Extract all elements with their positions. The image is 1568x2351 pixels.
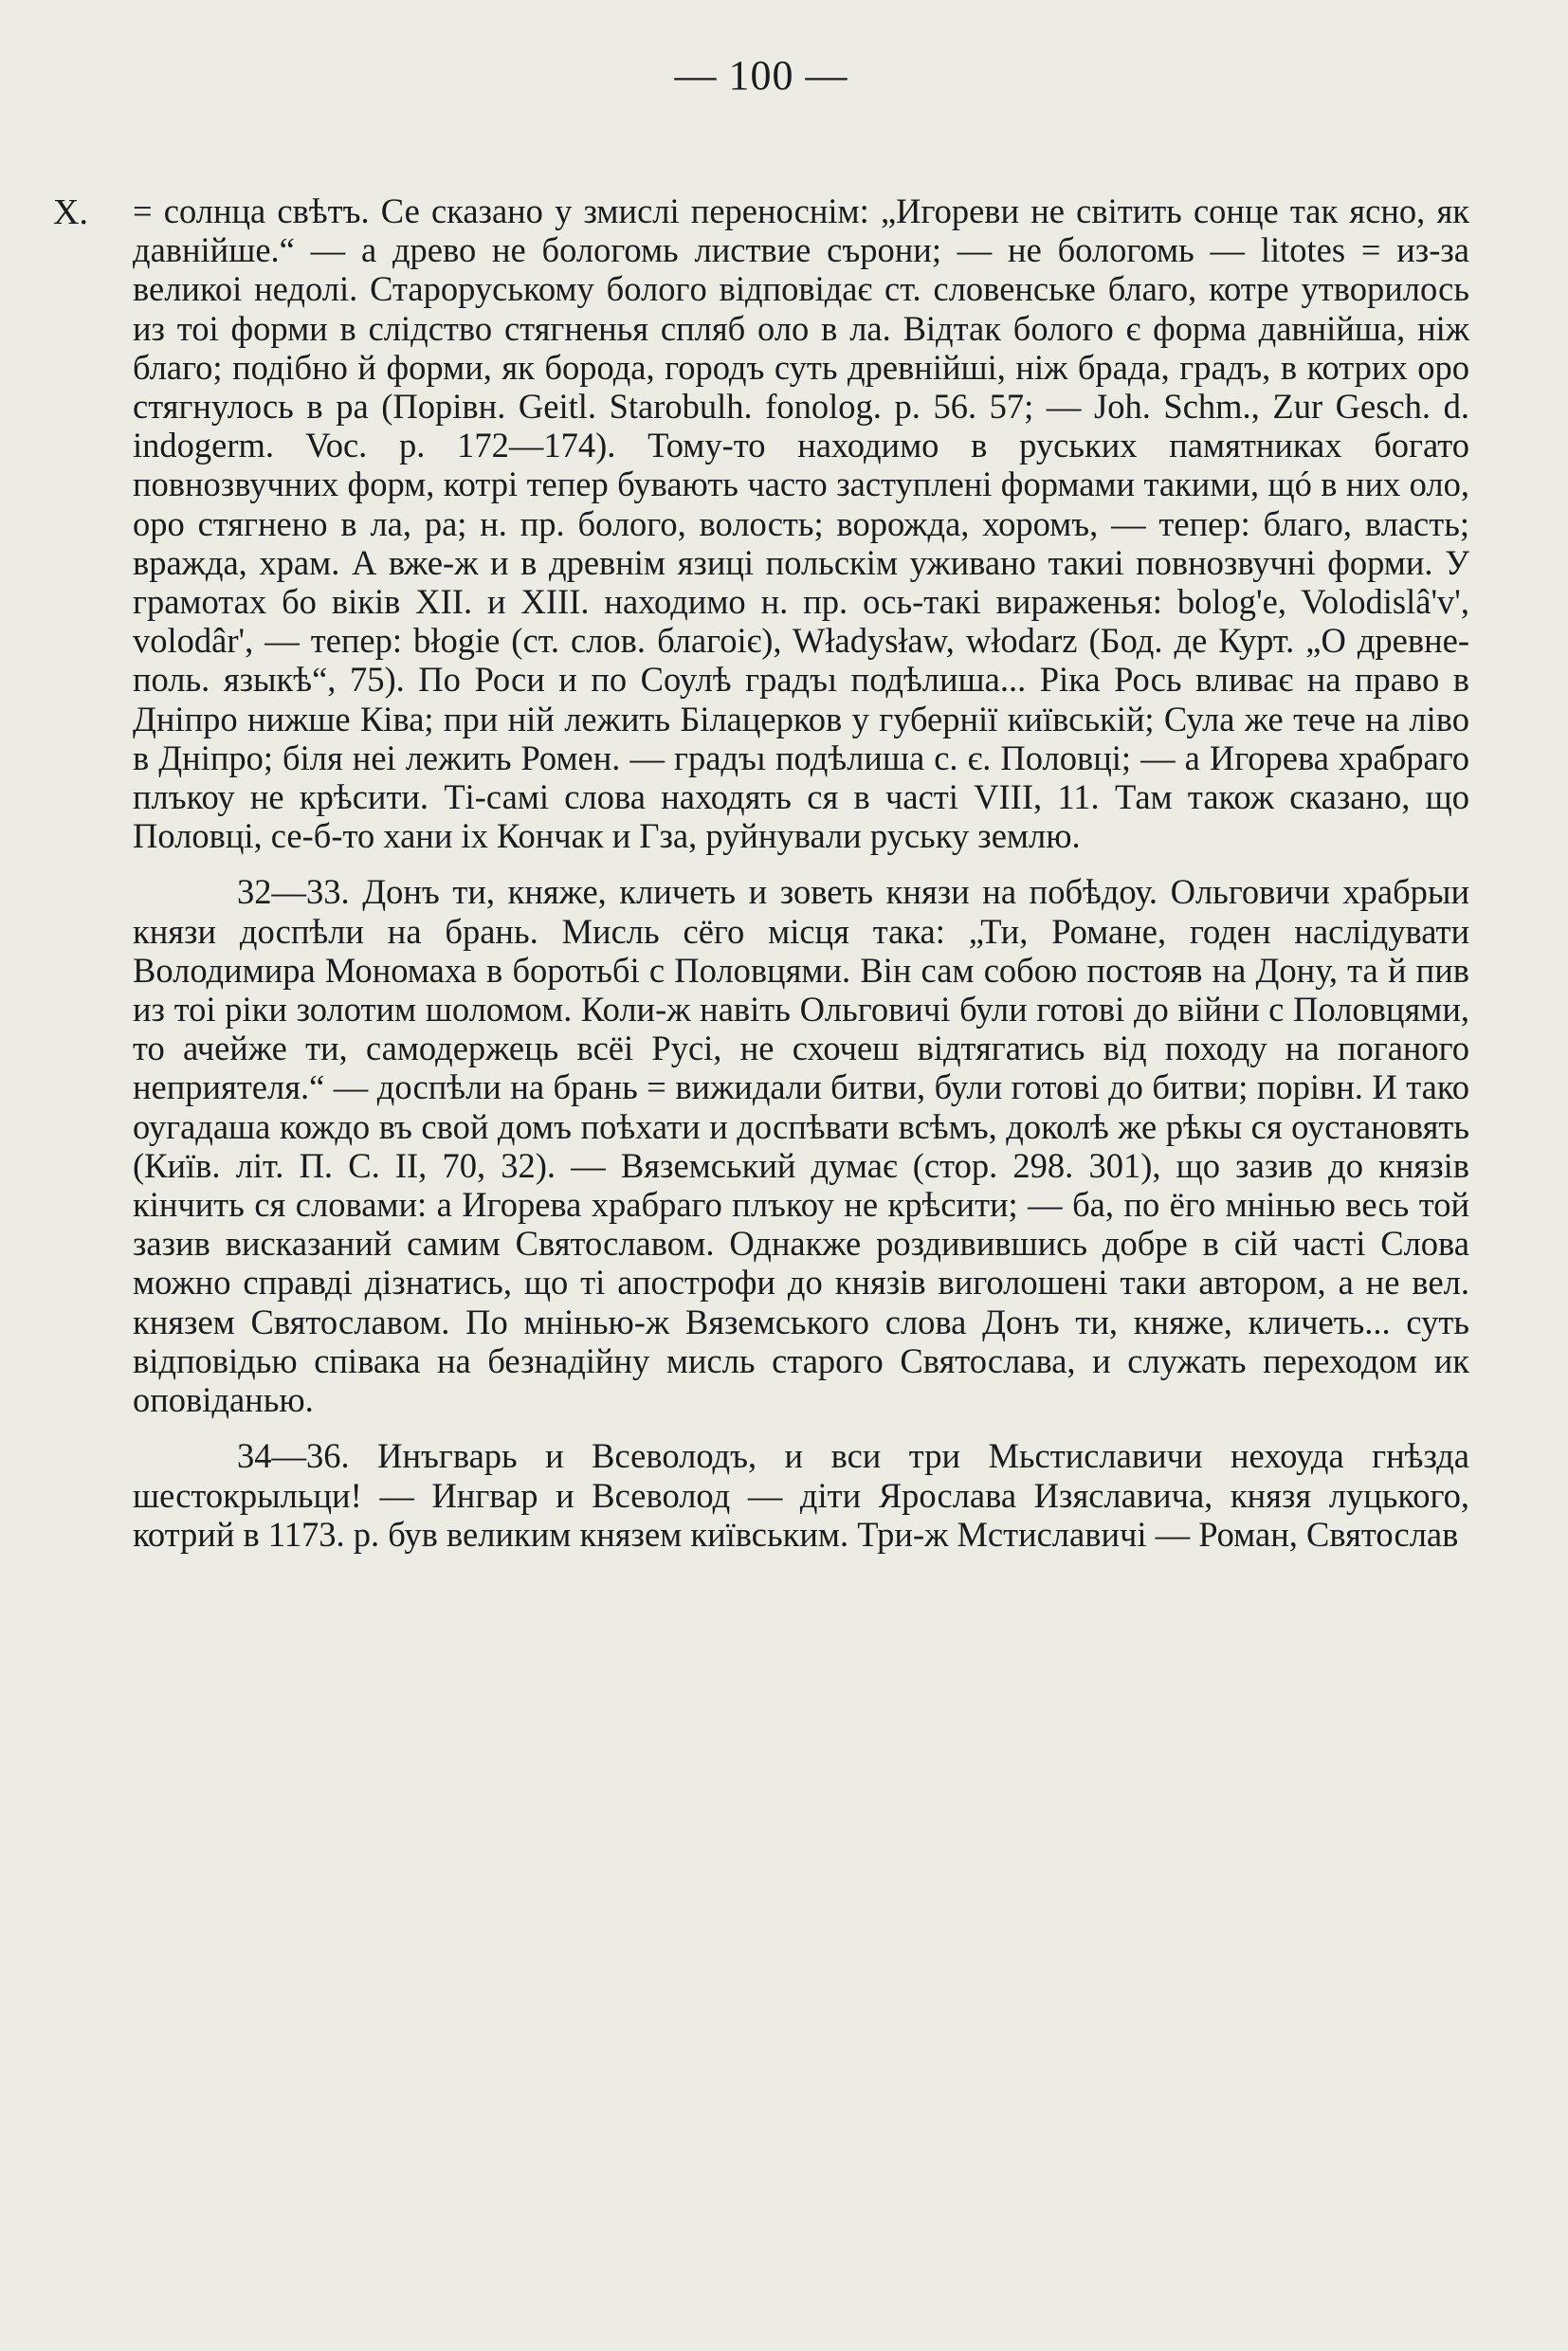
paragraph-3: 34—36. Инъгварь и Всеволодъ, и вси три Мьстиславичи нехоуда гнѣзда шестокрыльци! — Ингвар и Всеволод — діти Ярослава Изяславича, князя луцького, котрий в 1173. р. був великим князем київським. Три-ж Мстиславичі — Роман, Святослав bbox=[133, 1436, 1469, 1554]
page-number: — 100 — bbox=[674, 52, 848, 99]
section-marker: X. bbox=[53, 192, 88, 232]
paragraph-1: = солнца свѣтъ. Се сказано у змислі переноснім: „Игореви не світить сонце так ясно, як давнійше.“ — а древо не бологомь листвие сърони; — не бологомь — litotes = из-за великоі недолі. Староруському бологo відповідає ст. словенське благо, котре утворилось из тоі форми в слідство стягненья спляб оло в ла. Відтак бологo є форма давнійша, ніж благо; подібно й форми, як борода, городъ суть древнійші, ніж брада, градъ, в котрих оро стягнулось в ра (Порівн. Geitl. Starobulh. fonolog. p. 56. 57; — Joh. Schm., Zur Gesch. d. indogerm. Voc. p. 172—174). Тому-то находимо в руських памятниках богато повнозвучних форм, котрі тепер бувають часто заступлені формами такими, щó в них оло, оро стягнено в ла, ра; н. пр. болого, волость; ворожда, хоромъ, — тепер: благо, власть; вражда, храм. А вже-ж и в древнім язиці польскім уживано такиі повнозвучні форми. У грамотах бо віків XII. и XIII. находимо н. пр. ось-такі вираженья: bolog'e, Volodislâ'v', volodâr', — тепер: błogie (ст. слов. благоіє), Władysław, włodarz (Бод. де Курт. „О древне-поль. языкѣ“, 75). По Роси и по Соулѣ градъı подѣлиша... Ріка Рось вливає на право в Дніпро нижше Ківа; при ній лежить Білацерков у губернії київській; Сула же тече на ліво в Дніпро; біля неі лежить Ромен. — градъı подѣлиша с. є. Половці; — а Игорева храбраго плъкоу не крѣсити. Ті-самі слова находять ся в часті VIII, 11. Там також сказано, що Половці, се-б-то хани іх Кончак и Гза, руйнували руську землю. bbox=[133, 191, 1469, 856]
body-text bbox=[133, 191, 1469, 1554]
paragraph-2: 32—33. Донъ ти, княже, кличеть и зоветь князи на побѣдоу. Ольговичи храбрыи князи доспѣли на брань. Мисль сёго місця така: „Ти, Романе, годен наслідувати Володимира Мономаха в боротьбі с Половцями. Він сам собою постояв на Дону, та й пив из тоі ріки золотим шоломом. Коли-ж навіть Ольговичі були готові до війни с Половцями, то ачейже ти, самодержець всёі Русі, не схочеш відтягатись від походу на поганого неприятеля.“ — доспѣли на брань = вижидали битви, були готові до битви; порівн. И тако оугадаша кождо въ свой домъ поѣхати и доспѣвати всѣмъ, доколѣ же рѣкы ся оустановять (Київ. літ. П. С. II, 70, 32). — Вяземський думає (стор. 298. 301), що зазив до князів кінчить ся словами: а Игорева храбраго плъкоу не крѣсити; — ба, по ёго мнінью весь той зазив висказаний самим Святославом. Однакже роздивившись добре в сій часті Слова можно справді дізнатись, що ті апострофи до князів виголошені таки автором, а не вел. князем Святославом. По мнінью-ж Вяземського слова Донъ ти, княже, кличеть... суть відповідью співака на безнадійну мисль старого Святослава, и служать переходом ик оповіданью. bbox=[133, 872, 1469, 1420]
